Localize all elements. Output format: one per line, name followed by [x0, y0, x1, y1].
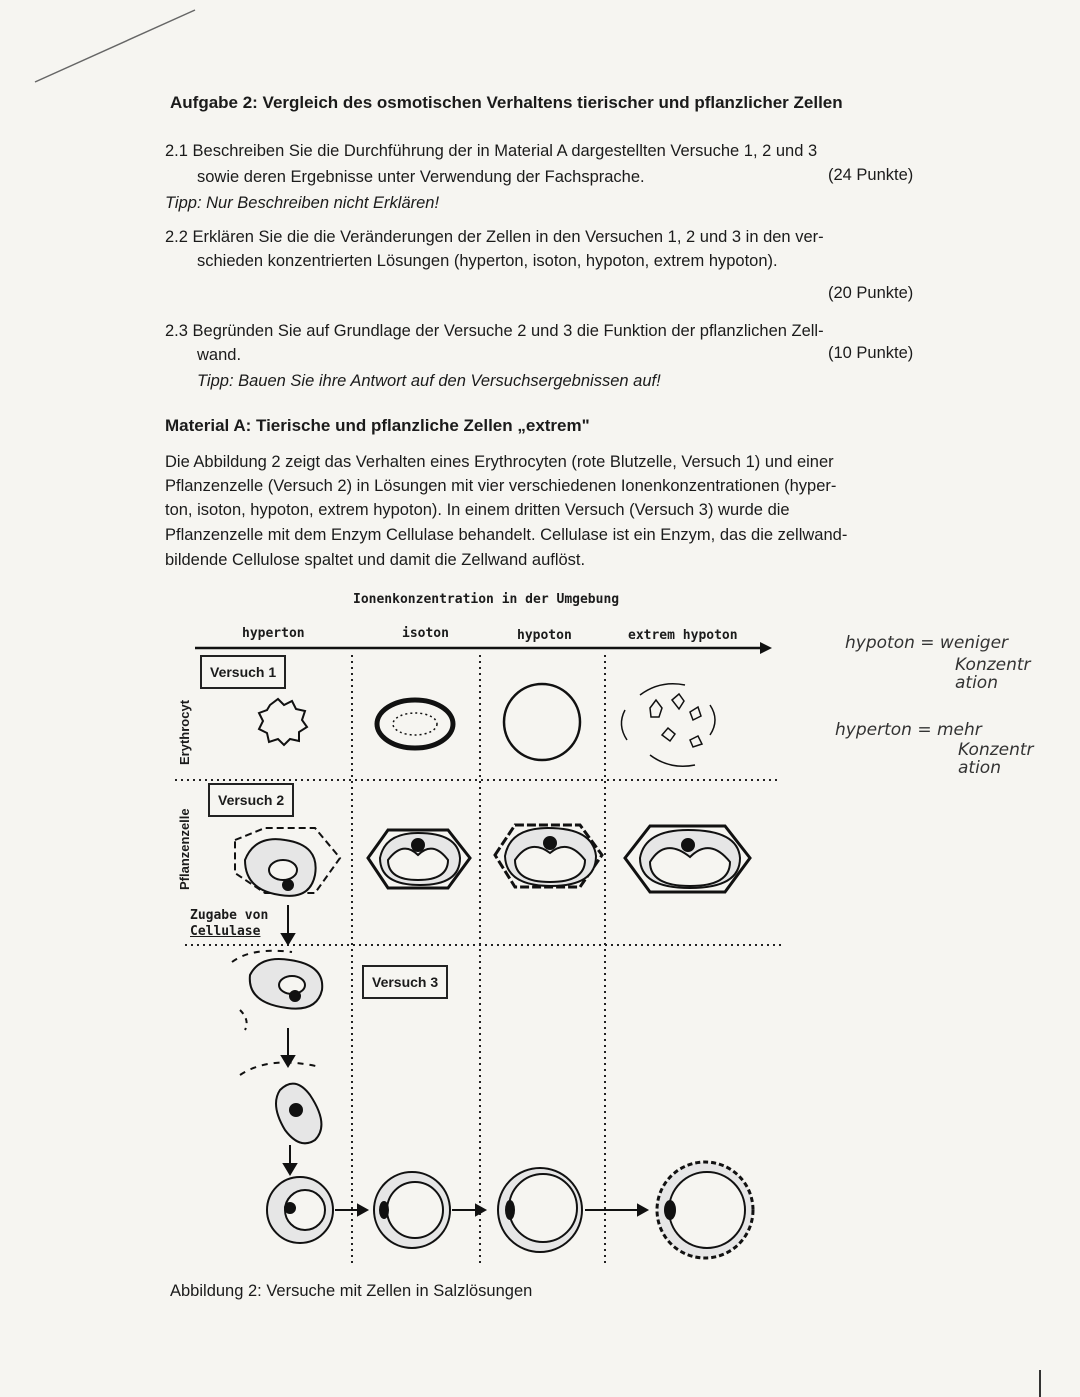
erythrocyte-hypoton	[504, 684, 580, 760]
note-hypoton-line2: Konzentr	[955, 655, 1031, 675]
material-title: Material A: Tierische und pflanzliche Zellen „extrem"	[165, 416, 590, 435]
versuch-3-box: Versuch 3	[362, 965, 448, 999]
figure-caption: Abbildung 2: Versuche mit Zellen in Salzlösungen	[170, 1282, 533, 1300]
versuch-2-box: Versuch 2	[208, 783, 294, 817]
versuch-1-box: Versuch 1	[200, 655, 286, 689]
cellulase-burst-cell	[657, 1162, 753, 1258]
column-hyperton: hyperton	[242, 626, 305, 641]
question-2-2-points: (20 Punkte)	[828, 284, 914, 302]
cellulase-label-line1: Zugabe von	[190, 908, 269, 923]
row-label-erythrocyt: Erythrocyt	[177, 699, 192, 765]
note-hyperton-line2: Konzentr	[958, 740, 1034, 760]
erythrocyte-cells	[259, 684, 715, 767]
erythrocyte-hyperton	[259, 699, 307, 745]
axis-title: Ionenkonzentration in der Umgebung	[353, 592, 620, 607]
pen-stroke	[35, 10, 195, 82]
row-label-pflanzenzelle: Pflanzenzelle	[177, 808, 192, 890]
cellulase-label-line2: Cellulase	[190, 924, 261, 939]
question-2-1-points: (24 Punkte)	[828, 166, 914, 184]
note-hyperton-line1: hyperton = mehr	[835, 720, 982, 740]
question-2-1-line2: sowie deren Ergebnisse unter Verwendung der Fachsprache.	[197, 168, 645, 186]
column-isoton: isoton	[402, 626, 449, 641]
question-2-2-line2: schieden konzentrierten Lösungen (hyperton, isoton, hypoton, extrem hypoton).	[197, 252, 778, 270]
question-2-1-tip: Tipp: Nur Beschreiben nicht Erklären!	[165, 194, 440, 212]
question-2-2-line1: 2.2 Erklären Sie die die Veränderungen der Zellen in den Versuchen 1, 2 und 3 in den ver-	[165, 228, 824, 246]
material-line-4: Pflanzenzelle mit dem Enzym Cellulase behandelt. Cellulase ist ein Enzym, das die zellwand-	[165, 526, 848, 544]
erythrocyte-burst	[621, 684, 715, 767]
concentration-axis	[195, 642, 772, 654]
material-line-5: bildende Cellulose spaltet und damit die Zellwand auflöst.	[165, 551, 586, 569]
plant-cells	[235, 825, 750, 896]
question-2-1-line1: 2.1 Beschreiben Sie die Durchführung der in Material A dargestellten Versuche 1, 2 und 3	[165, 142, 818, 160]
note-hypoton-line3: ation	[955, 673, 998, 693]
question-2-3-points: (10 Punkte)	[828, 344, 914, 362]
material-line-2: Pflanzenzelle (Versuch 2) in Lösungen mit vier verschiedenen Ionenkonzentrationen (hyper-	[165, 477, 837, 495]
column-hypoton: hypoton	[517, 628, 572, 643]
task-title: Aufgabe 2: Vergleich des osmotischen Verhaltens tierischer und pflanzlicher Zellen	[170, 93, 843, 112]
question-2-3-line1: 2.3 Begründen Sie auf Grundlage der Versuche 2 und 3 die Funktion der pflanzlichen Zell-	[165, 322, 824, 340]
cellulase-sequence	[232, 905, 753, 1258]
erythrocyte-isoton	[377, 700, 453, 748]
material-line-1: Die Abbildung 2 zeigt das Verhalten eines Erythrocyten (rote Blutzelle, Versuch 1) und einer	[165, 453, 834, 471]
note-hyperton-line3: ation	[958, 758, 1001, 778]
note-hypoton-line1: hypoton = weniger	[845, 633, 1009, 653]
material-line-3: ton, isoton, hypoton, extrem hypoton). In einem dritten Versuch (Versuch 3) wurde die	[165, 501, 790, 519]
column-extrem-hypoton: extrem hypoton	[628, 628, 738, 643]
question-2-3-line2: wand.	[197, 346, 242, 364]
question-2-3-tip: Tipp: Bauen Sie ihre Antwort auf den Versuchsergebnissen auf!	[197, 372, 661, 390]
